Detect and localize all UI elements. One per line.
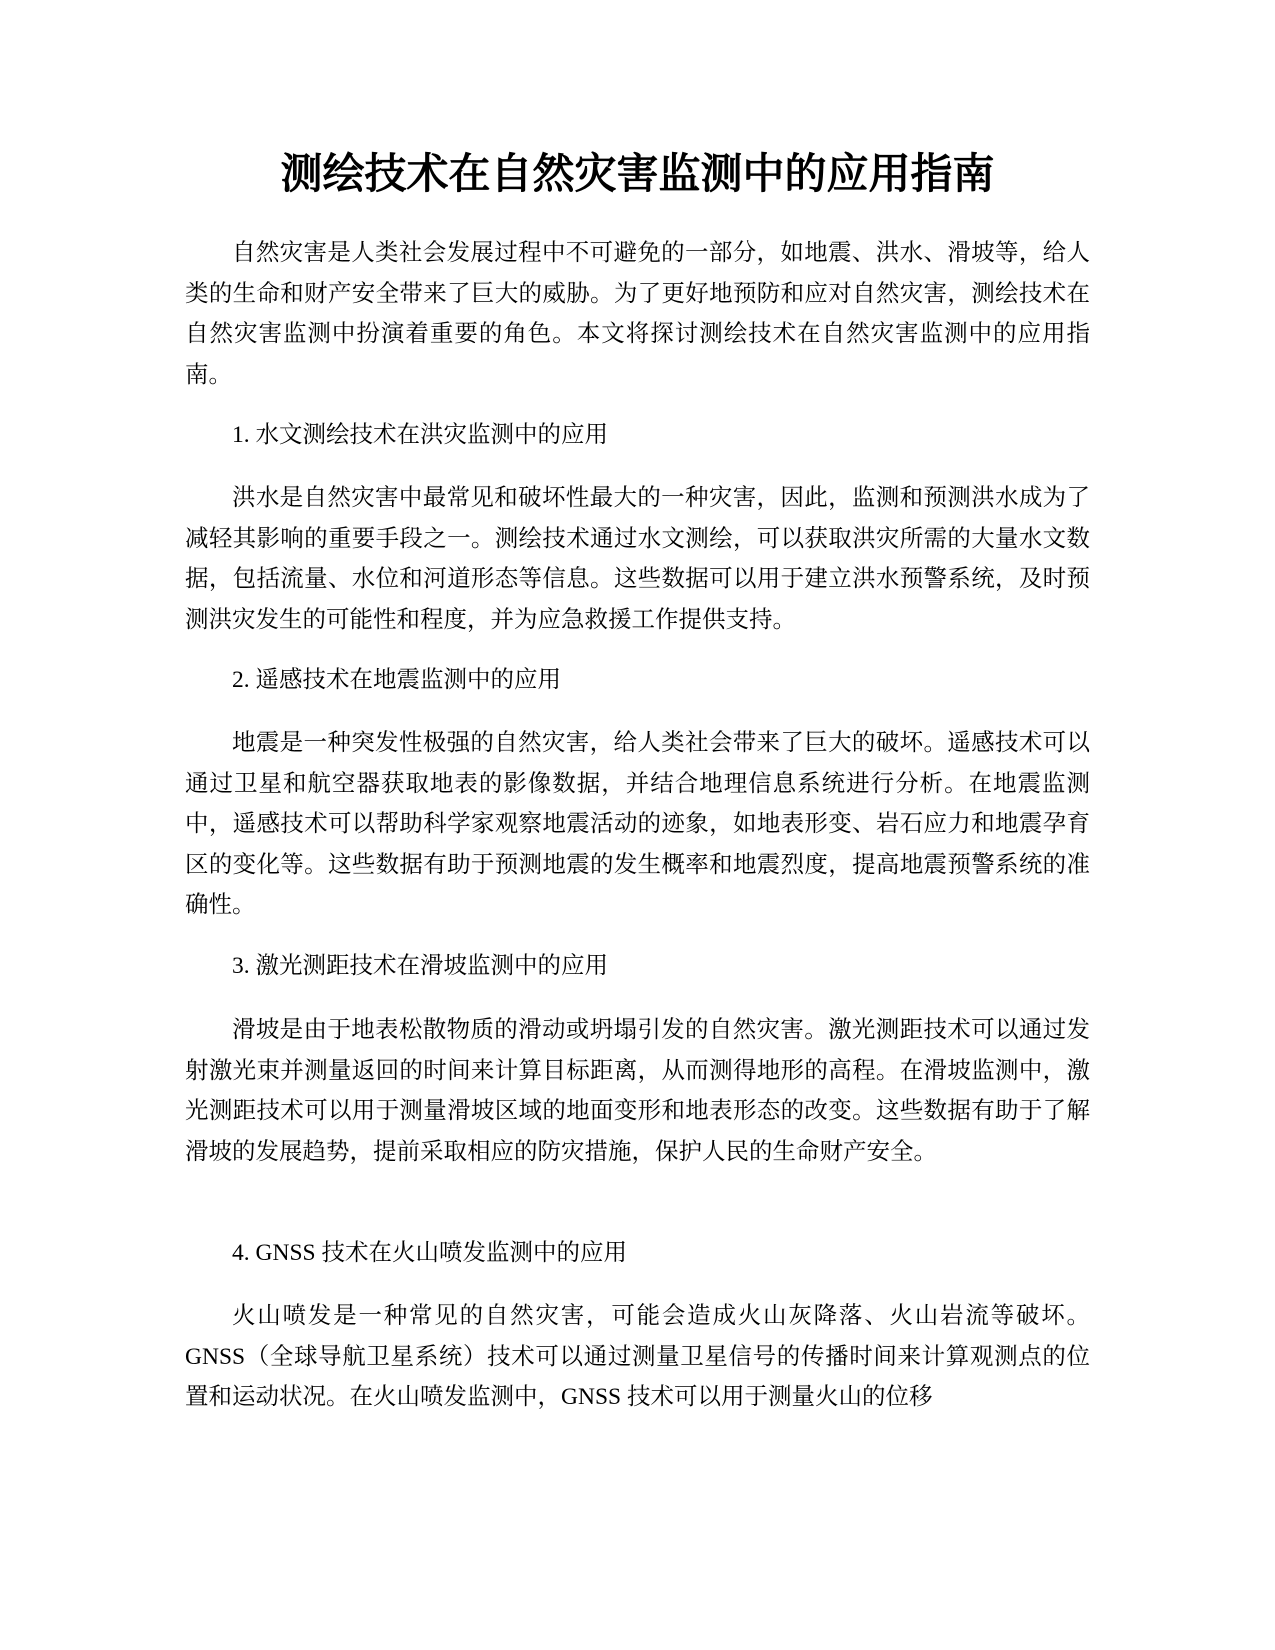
section-heading-4: 4. GNSS 技术在火山喷发监测中的应用 — [232, 1240, 627, 1266]
section-heading-1: 1. 水文测绘技术在洪灾监测中的应用 — [232, 422, 608, 448]
section-heading-2: 2. 遥感技术在地震监测中的应用 — [232, 667, 561, 693]
section-heading-3: 3. 激光测距技术在滑坡监测中的应用 — [232, 953, 608, 979]
section-body-1: 洪水是自然灾害中最常见和破坏性最大的一种灾害，因此，监测和预测洪水成为了减轻其影响的重要手段之一。测绘技术通过水文测绘，可以获取洪灾所需的大量水文数据，包括流量、水位和河道形态等信息。这些数据可以用于建立洪水预警系统，及时预测洪灾发生的可能性和程度，并为应急救援工作提供支持。 — [185, 485, 1090, 633]
intro-paragraph: 自然灾害是人类社会发展过程中不可避免的一部分，如地震、洪水、滑坡等，给人类的生命和财产安全带来了巨大的威胁。为了更好地预防和应对自然灾害，测绘技术在自然灾害监测中扮演着重要的角色。本文将探讨测绘技术在自然灾害监测中的应用指南。 — [185, 240, 1090, 388]
document-title: 测绘技术在自然灾害监测中的应用指南 — [280, 149, 995, 198]
section-body-3: 滑坡是由于地表松散物质的滑动或坍塌引发的自然灾害。激光测距技术可以通过发射激光束并测量返回的时间来计算目标距离，从而测得地形的高程。在滑坡监测中，激光测距技术可以用于测量滑坡区域的地面变形和地表形态的改变。这些数据有助于了解滑坡的发展趋势，提前采取相应的防灾措施，保护人民的生命财产安全。 — [185, 1017, 1090, 1165]
section-body-2: 地震是一种突发性极强的自然灾害，给人类社会带来了巨大的破坏。遥感技术可以通过卫星和航空器获取地表的影像数据，并结合地理信息系统进行分析。在地震监测中，遥感技术可以帮助科学家观察地震活动的迹象，如地表形变、岩石应力和地震孕育区的变化等。这些数据有助于预测地震的发生概率和地震烈度，提高地震预警系统的准确性。 — [185, 730, 1090, 918]
section-body-4: 火山喷发是一种常见的自然灾害，可能会造成火山灰降落、火山岩流等破坏。GNSS（全球导航卫星系统）技术可以通过测量卫星信号的传播时间来计算观测点的位置和运动状况。在火山喷发监测中，GNSS 技术可以用于测量火山的位移 — [185, 1303, 1090, 1410]
